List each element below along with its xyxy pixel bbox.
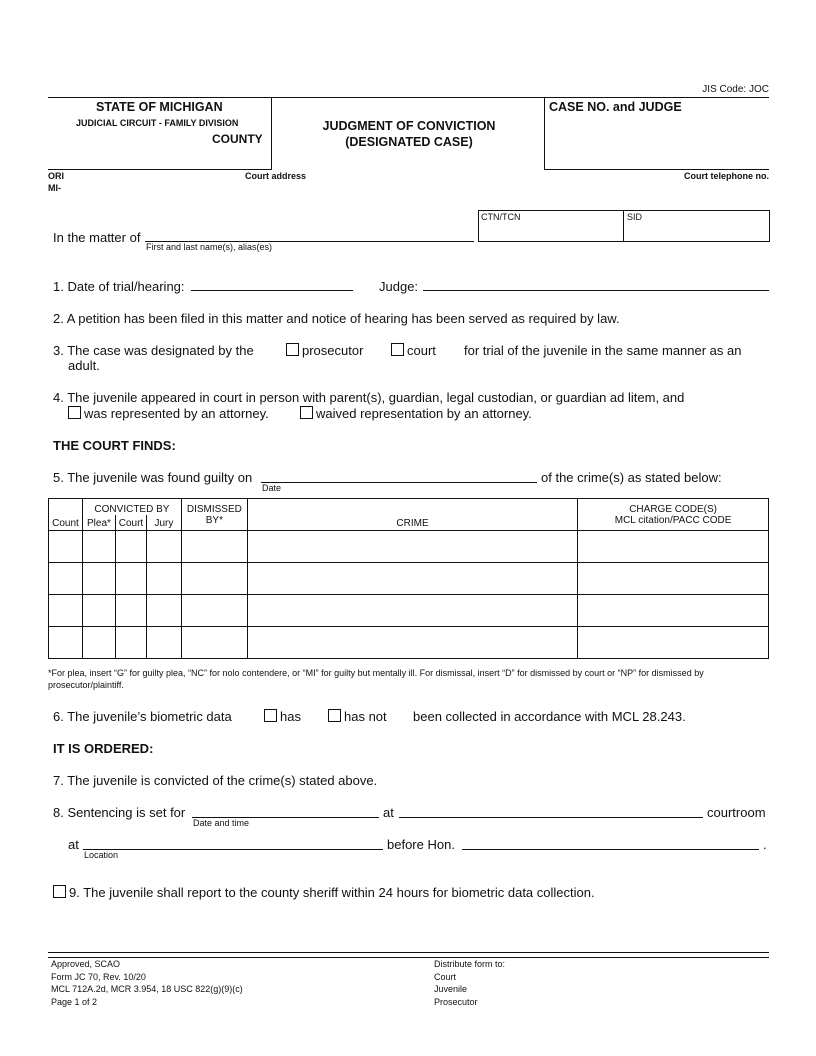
table-footnote: *For plea, insert “G” for guilty plea, “NC” for nolo contendere, or “MI” for guilty but mentally ill. For dismissal, insert “D” for dismissed by court or “NP” for dismissed by prosecutor/plaintiff. <box>48 668 704 690</box>
circuit-label: JUDICIAL CIRCUIT - FAMILY DIVISION <box>76 118 239 128</box>
crime-header: CRIME <box>247 499 577 531</box>
state-name: STATE OF MICHIGAN <box>96 100 223 114</box>
waived-checkbox[interactable] <box>300 406 313 419</box>
datetime-caption: Date and time <box>193 818 250 828</box>
item3-text-b: for trial of the juvenile in the same manner as an <box>464 343 742 358</box>
table-row[interactable] <box>49 627 769 659</box>
court-option[interactable]: court <box>391 343 436 358</box>
item3-text: 3. The case was designated by the <box>53 343 254 358</box>
matter-name-caption: First and last name(s), alias(es) <box>146 242 273 252</box>
has-not-option[interactable]: has not <box>328 709 387 724</box>
table-row[interactable] <box>49 531 769 563</box>
item3-text-c: adult. <box>68 358 100 373</box>
item5-text-b: of the crime(s) as stated below: <box>541 470 722 485</box>
footer-left: Approved, SCAO Form JC 70, Rev. 10/20 MCL 712A.2d, MCR 3.954, 18 USC 822(g)(9)(c) Page 1 of 2 <box>51 959 243 1007</box>
represented-option[interactable]: was represented by an attorney. <box>68 406 269 421</box>
item1-judge-label: Judge: <box>379 279 419 294</box>
item8-period: . <box>763 837 767 852</box>
court-phone-label: Court telephone no. <box>684 171 769 181</box>
county-label: COUNTY <box>212 132 263 146</box>
item4-text: 4. The juvenile appeared in court in person with parent(s), guardian, legal custodian, or guardian ad litem, and <box>53 390 685 405</box>
guilty-date-caption: Date <box>262 483 282 493</box>
crimes-table <box>48 498 769 659</box>
location-field[interactable] <box>83 849 383 850</box>
court-checkbox[interactable] <box>391 343 404 356</box>
has-checkbox[interactable] <box>264 709 277 722</box>
judge-hon-field[interactable] <box>462 849 759 850</box>
sentencing-time-field[interactable] <box>399 817 703 818</box>
represented-checkbox[interactable] <box>68 406 81 419</box>
item8-at2: at <box>68 837 79 852</box>
item1-date-label: 1. Date of trial/hearing: <box>53 279 185 294</box>
case-no-label: CASE NO. and JUDGE <box>549 100 682 114</box>
item6-text-b: been collected in accordance with MCL 28.243. <box>413 709 686 724</box>
matter-label: In the matter of <box>53 230 141 245</box>
item9-option[interactable]: 9. The juvenile shall report to the county sheriff within 24 hours for biometric data collection. <box>53 885 595 900</box>
court-finds-heading: THE COURT FINDS: <box>53 438 176 453</box>
prosecutor-option[interactable]: prosecutor <box>286 343 363 358</box>
table-row[interactable] <box>49 563 769 595</box>
item8-text: 8. Sentencing is set for <box>53 805 186 820</box>
ctn-label: CTN/TCN <box>481 212 521 222</box>
judge-field[interactable] <box>423 290 769 291</box>
item9-checkbox[interactable] <box>53 885 66 898</box>
has-not-checkbox[interactable] <box>328 709 341 722</box>
item8-at: at <box>383 805 394 820</box>
trial-date-field[interactable] <box>191 290 353 291</box>
item8-courtroom: courtroom <box>707 805 766 820</box>
count-header: Count <box>49 499 83 531</box>
prosecutor-checkbox[interactable] <box>286 343 299 356</box>
court-address-label: Court address <box>245 171 307 181</box>
form-title: JUDGMENT OF CONVICTION (DESIGNATED CASE) <box>322 119 496 149</box>
ordered-heading: IT IS ORDERED: <box>53 741 154 756</box>
ctn-sid-box <box>478 210 770 242</box>
plea-header: Plea* <box>82 515 115 531</box>
sid-label: SID <box>627 212 643 222</box>
jury-header: Jury <box>146 515 181 531</box>
item2-text: 2. A petition has been filed in this matter and notice of hearing has been served as required by law. <box>53 311 620 326</box>
dismissed-by-header: DISMISSED BY* <box>181 499 247 531</box>
ori-label: ORI <box>48 171 65 181</box>
jis-code: JIS Code: JOC <box>702 84 769 95</box>
charge-code-header: CHARGE CODE(S) MCL citation/PACC CODE <box>578 499 769 531</box>
convicted-by-header: CONVICTED BY <box>82 499 181 515</box>
guilty-date-field[interactable] <box>261 482 537 483</box>
court-header: Court <box>115 515 146 531</box>
mi-label: MI- <box>48 183 61 193</box>
table-row[interactable] <box>49 595 769 627</box>
item7-text: 7. The juvenile is convicted of the crime(s) stated above. <box>53 773 378 788</box>
footer-distribution: Distribute form to: Court Juvenile Prosecutor <box>434 959 506 1007</box>
item8-before: before Hon. <box>387 837 455 852</box>
location-caption: Location <box>84 850 119 860</box>
has-option[interactable]: has <box>264 709 301 724</box>
item5-text: 5. The juvenile was found guilty on <box>53 470 253 485</box>
waived-option[interactable]: waived representation by an attorney. <box>300 406 532 421</box>
item6-text: 6. The juvenile’s biometric data <box>53 709 232 724</box>
